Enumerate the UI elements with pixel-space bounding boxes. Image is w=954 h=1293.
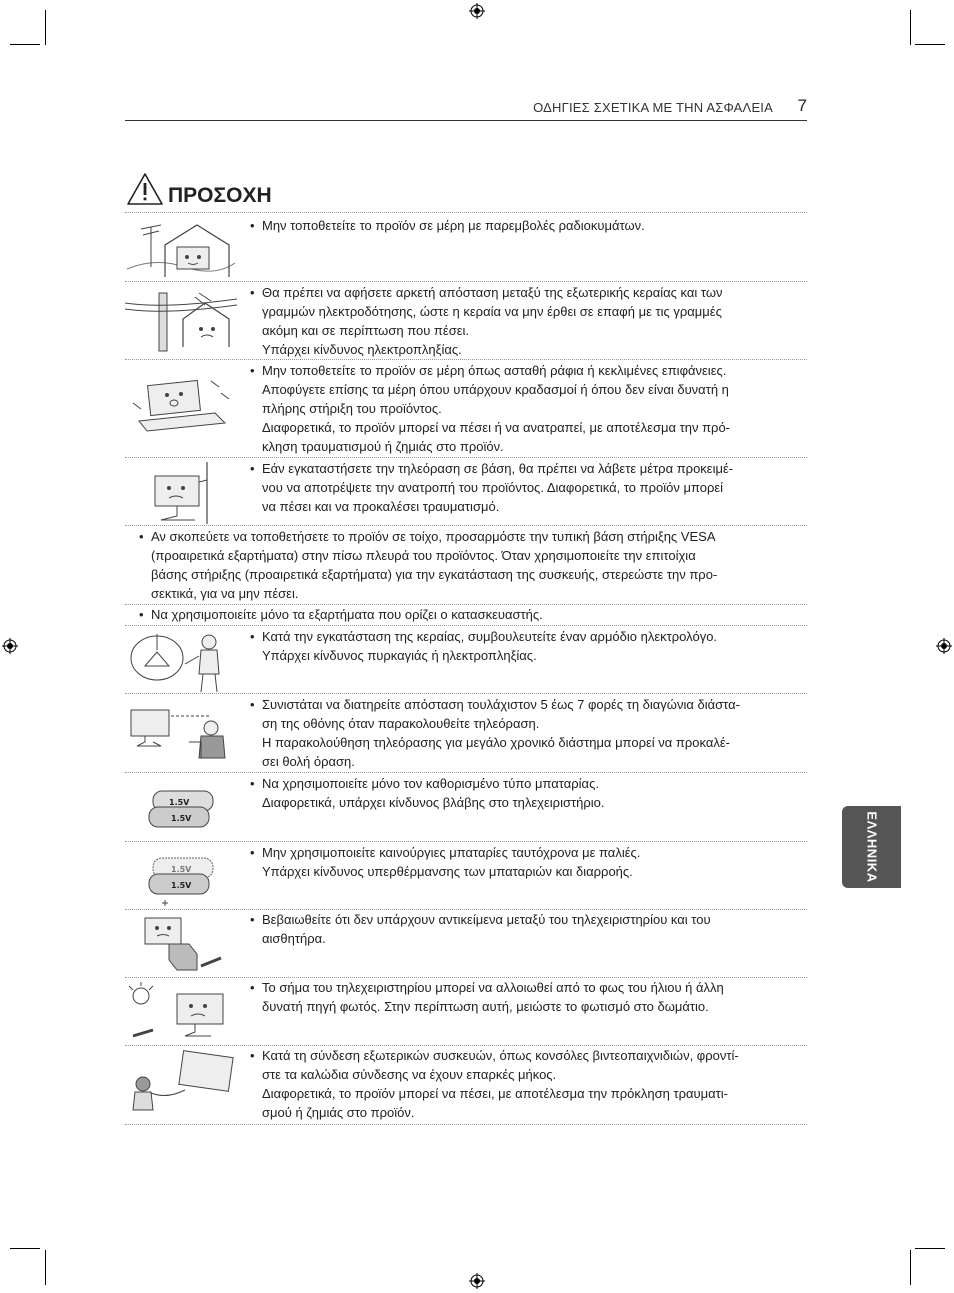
bullet-icon: • — [250, 1048, 255, 1063]
list-item — [125, 694, 807, 773]
registration-mark-icon — [469, 1273, 485, 1289]
list-item — [125, 212, 807, 282]
item-text: Θα πρέπει να αφήσετε αρκετή απόσταση μεταξύ της εξωτερικής κεραίας και των γραμμών ηλεκτροδότησης, ώστε η κεραία να μην έρθει σε επαφή με τις γραμμές ακόμη και σε περίπτωση που πέσει. Υπάρχει κίνδυνος ηλεκτροπληξίας. — [262, 285, 723, 358]
crop-mark — [10, 44, 40, 45]
viewing-distance-illustration — [125, 698, 237, 760]
list-item — [125, 458, 807, 526]
battery-label: 1.5V — [171, 881, 192, 890]
batteries-illustration — [125, 777, 237, 839]
warning-triangle-icon — [126, 172, 164, 206]
language-tab-label: ΕΛΛΗΝΙΚΑ — [864, 811, 879, 883]
list-item — [125, 526, 807, 605]
list-item — [125, 1046, 807, 1125]
list-item — [125, 910, 807, 978]
house-antenna-illustration — [125, 217, 237, 279]
registration-mark-icon — [2, 638, 18, 654]
list-item — [125, 842, 807, 910]
crop-mark — [45, 10, 46, 45]
power-line-antenna-illustration — [125, 285, 237, 355]
crop-mark — [915, 1248, 945, 1249]
battery-label: 1.5V — [171, 814, 192, 823]
child-cable-illustration — [125, 1048, 237, 1114]
item-text: Κατά την εγκατάσταση της κεραίας, συμβουλευτείτε έναν αρμόδιο ηλεκτρολόγο. Υπάρχει κίνδυνος πυρκαγιάς ή ηλεκτροπληξίας. — [262, 629, 718, 664]
bullet-icon: • — [250, 461, 255, 476]
crop-mark — [915, 44, 945, 45]
bullet-icon: • — [250, 776, 255, 791]
item-text: Μην τοποθετείτε το προϊόν σε μέρη όπως ασταθή ράφια ή κεκλιμένες επιφάνειες. Αποφύγετε επίσης τα μέρη όπου υπάρχουν κραδασμοί ή όπου δεν είναι δυνατή η πλήρης στήριξη του προϊόντος. Διαφορετικά, το προϊόν μπορεί να πέσει ή να ανατραπεί, με αποτέλεσμα την πρό- κληση τραυματισμού ή ζημιάς στο προϊόν. — [262, 363, 730, 455]
bullet-icon: • — [250, 363, 255, 378]
item-text: Το σήμα του τηλεχειριστηρίου μπορεί να αλλοιωθεί από το φως του ήλιου ή άλλη δυνατή πηγή φωτός. Στην περίπτωση αυτή, μειώστε το φωτισμό στο δωμάτιο. — [262, 980, 724, 1015]
bullet-icon: • — [139, 529, 144, 544]
bullet-icon: • — [250, 912, 255, 927]
battery-label: 1.5V — [169, 798, 190, 807]
battery-label: 1.5V — [171, 865, 192, 874]
bullet-icon: • — [139, 607, 144, 622]
item-text: Κατά τη σύνδεση εξωτερικών συσκευών, όπως κονσόλες βιντεοπαιχνιδιών, φροντί- στε τα καλώδια σύνδεσης να έχουν επαρκές μήκος. Διαφορετικά, το προϊόν μπορεί να πέσει, με αποτέλεσμα την πρόκληση τραυματι- σμού ή ζημιάς στο προϊόν. — [262, 1048, 739, 1121]
crop-mark — [45, 1250, 46, 1285]
list-item — [125, 605, 807, 626]
registration-mark-icon — [469, 3, 485, 19]
crop-mark — [910, 10, 911, 45]
sunlight-remote-illustration — [125, 982, 237, 1044]
crop-mark — [910, 1250, 911, 1285]
item-text: Βεβαιωθείτε ότι δεν υπάρχουν αντικείμενα μεταξύ του τηλεχειριστηρίου και του αισθητήρα. — [262, 912, 711, 947]
item-text: Μην τοποθετείτε το προϊόν σε μέρη με παρεμβολές ραδιοκυμάτων. — [262, 218, 645, 233]
item-text: Να χρησιμοποιείτε μόνο τον καθορισμένο τύπο μπαταρίας. Διαφορετικά, υπάρχει κίνδυνος βλάβης στο τηλεχειριστήριο. — [262, 776, 605, 811]
tv-unstable-surface-illustration — [125, 364, 237, 444]
registration-mark-icon — [936, 638, 952, 654]
list-item — [125, 281, 807, 360]
remote-obstacle-illustration — [125, 914, 237, 976]
crop-mark — [10, 1248, 40, 1249]
list-item — [125, 626, 807, 694]
bullet-icon: • — [250, 845, 255, 860]
language-tab — [842, 806, 901, 888]
bullet-icon: • — [250, 285, 255, 300]
bullet-icon: • — [250, 697, 255, 712]
bullet-icon: • — [250, 980, 255, 995]
item-text: Να χρησιμοποιείτε μόνο τα εξαρτήματα που ορίζει ο κατασκευαστής. — [151, 607, 543, 622]
section-title: ΠΡΟΣΟΧΗ — [168, 184, 272, 207]
bullet-icon: • — [250, 218, 255, 233]
item-text: Συνιστάται να διατηρείτε απόσταση τουλάχιστον 5 έως 7 φορές τη διαγώνια διάστα- ση της οθόνης όταν παρακολουθείτε τηλεόραση. Η παρακολούθηση τηλεόρασης για μεγάλο χρονικό διάστημα μπορεί να προκαλέ- σει θολή όραση. — [262, 697, 740, 770]
page-header — [125, 96, 807, 121]
item-text: Αν σκοπεύετε να τοποθετήσετε το προϊόν σε τοίχο, προσαρμόστε την τυπική βάση στήριξης VESA (προαιρετικά εξαρτήματα) στην πίσω πλευρά του προϊόντος. Όταν χρησιμοποιείτε την επιτοίχια βάσης στήριξης (προαιρετικά εξαρτήματα) για την εγκατάσταση της συσκευής, στερεώστε την προ- σεκτικά, για να μην πέσει. — [151, 529, 718, 602]
list-item — [125, 978, 807, 1046]
item-text: Μην χρησιμοποιείτε καινούργιες μπαταρίες ταυτόχρονα με παλιές. Υπάρχει κίνδυνος υπερθέρμανσης των μπαταριών και διαρροής. — [262, 845, 641, 880]
electrician-illustration — [125, 630, 237, 692]
list-item — [125, 773, 807, 842]
list-item — [125, 360, 807, 458]
old-new-batteries-illustration — [125, 846, 237, 908]
header-title: ΟΔΗΓΙΕΣ ΣΧΕΤΙΚΑ ΜΕ ΤΗΝ ΑΣΦΑΛΕΙΑ — [533, 100, 773, 115]
bullet-icon: • — [250, 629, 255, 644]
item-text: Εάν εγκαταστήσετε την τηλεόραση σε βάση, θα πρέπει να λάβετε μέτρα προκειμέ- νου να αποτρέψετε την ανατροπή του προϊόντος. Διαφορετικά, το προϊόν μπορεί να πέσει και να προκαλέσει τραυματισμό. — [262, 461, 734, 515]
page-number: 7 — [797, 96, 807, 115]
tv-stand-wall-illustration — [125, 462, 237, 524]
